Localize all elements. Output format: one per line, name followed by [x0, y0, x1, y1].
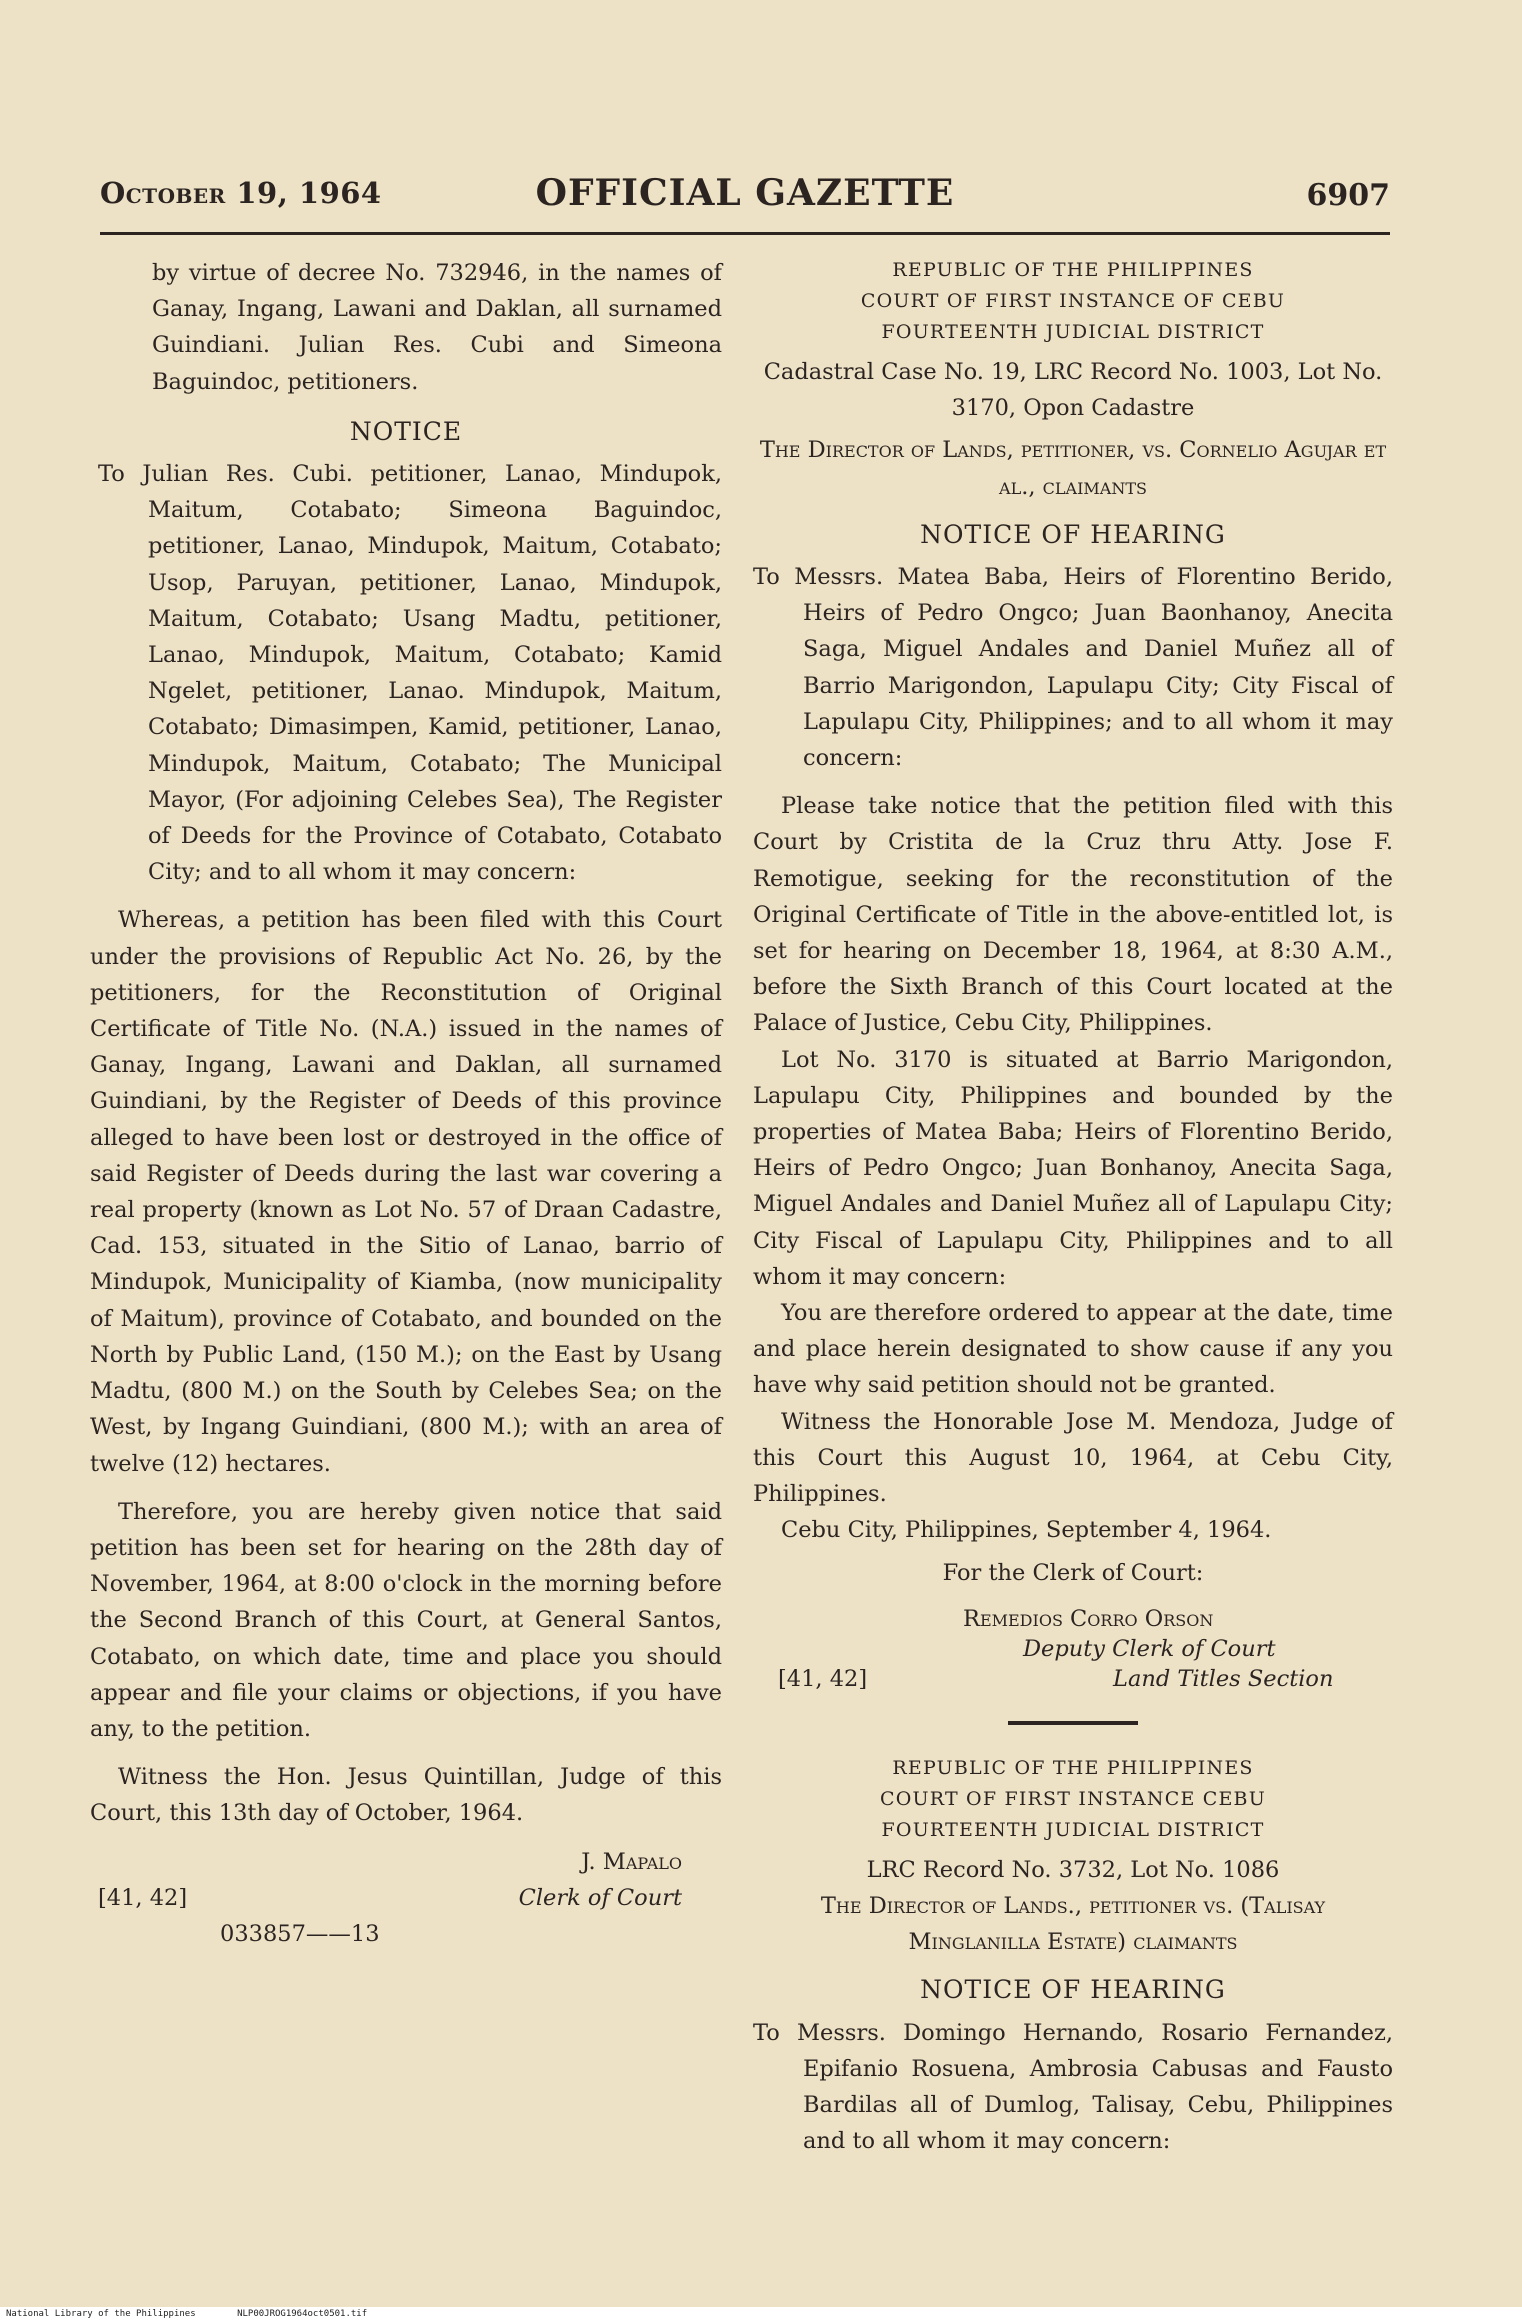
- petition-paragraph: Please take notice that the petition filed with this Court by Cristita de la Cruz thru Atty. Jose F. Remotigue, seeking for the reconstitution of the Original Certificate of Title in the above-entitled lot, is set for hearing on December 18, 1964, at 8:30 A.M., before the Sixth Branch of this Court located at the Palace of Justice, Cebu City, Philippines.: [753, 793, 1393, 1037]
- notice-title: NOTICE: [349, 416, 463, 446]
- court-line-2: COURT OF FIRST INSTANCE CEBU: [880, 1787, 1266, 1810]
- date-paragraph: Cebu City, Philippines, September 4, 1964.: [781, 1517, 1272, 1544]
- order-paragraph: You are therefore ordered to appear at the date, time and place herein designated to show cause if any you have why said petition should not be granted.: [753, 1300, 1393, 1399]
- issue-reference: [41, 42]: [98, 1884, 188, 1911]
- lot-paragraph: Lot No. 3170 is situated at Barrio Marigondon, Lapulapu City, Philippines and bounded by the properties of Matea Baba; Heirs of Florentino Berido, Heirs of Pedro Ongco; Juan Bonhanoy, Anecita Saga, Miguel Andales and Daniel Muñez all of Lapulapu City; City Fiscal of Lapulapu City, Philippines and to all whom it may concern:: [753, 1046, 1393, 1290]
- addressees-paragraph: To Messrs. Matea Baba, Heirs of Florentino Berido, Heirs of Pedro Ongco; Juan Baonhanoy, Anecita Saga, Miguel Andales and Daniel Muñez all of Barrio Marigondon, Lapulapu City; City Fiscal of Lapulapu City, Philippines; and to all whom it may concern:: [753, 564, 1393, 772]
- court-line-3: FOURTEENTH JUDICIAL DISTRICT: [881, 321, 1265, 343]
- case-line: LRC Record No. 3732, Lot No. 1086: [866, 1856, 1280, 1883]
- court-line-3: FOURTEENTH JUDICIAL DISTRICT: [881, 1818, 1265, 1841]
- whereas-paragraph: Whereas, a petition has been filed with this Court under the provisions of Republic Act No. 26, by the petitioners, for the Reconstitution of Original Certificate of Title No. (N.A.) issued in the names of Ganay, Ingang, Lawani and Daklan, all surnamed Guindiani, by the Register of Deeds of this province alleged to have been lost or destroyed in the office of said Register of Deeds during the last war covering a real property (known as Lot No. 57 of Draan Cadastre, Cad. 153, situated in the Sitio of Lanao, barrio of Mindupok, Municipality of Kiamba, (now municipality of Maitum), province of Cotabato, and bounded on the North by Public Land, (150 M.); on the East by Usang Madtu, (800 M.) on the South by Celebes Sea; on the West, by Ingang Guindiani, (800 M.); with an area of twelve (12) hectares.: [90, 907, 722, 1477]
- witness-paragraph: Witness the Hon. Jesus Quintillan, Judge of this Court, this 13th day of October, 1964.: [90, 1764, 722, 1827]
- court-line-1: REPUBLIC OF THE PHILIPPINES: [892, 1756, 1254, 1779]
- right-signature-block: [753, 1601, 1393, 1692]
- signer-name: J. Mapalo: [581, 1848, 682, 1875]
- header-rule: [100, 232, 1390, 235]
- case-line: Cadastral Case No. 19, LRC Record No. 1003, Lot No. 3170, Opon Cadastre: [763, 359, 1383, 422]
- section-divider: [1008, 1721, 1138, 1725]
- print-code: 033857——13: [220, 1920, 380, 1947]
- file-name: NLP00JROG1964oct0501.tif: [237, 2309, 368, 2319]
- parties-line: The Director of Lands, petitioner, vs. Cornelio Agujar et al., claimants: [759, 437, 1387, 500]
- signer-section: Land Titles Section: [1113, 1665, 1334, 1692]
- issue-date: October 19, 1964: [100, 176, 382, 210]
- library-name: National Library of the Philippines: [6, 2309, 196, 2319]
- issue-reference: [41, 42]: [778, 1665, 868, 1692]
- signer-name: Remedios Corro Orson: [963, 1605, 1214, 1632]
- page-number: 6907: [1306, 178, 1390, 213]
- left-column: [90, 255, 722, 1954]
- addressees-paragraph: To Messrs. Domingo Hernando, Rosario Fernandez, Epifanio Rosuena, Ambrosia Cabusas and Fausto Bardilas all of Dumlog, Talisay, Cebu, Philippines and to all whom it may concern:: [753, 2019, 1393, 2155]
- witness-paragraph: Witness the Honorable Jose M. Mendoza, Judge of this Court this August 10, 1964, at Cebu City, Philippines.: [753, 1408, 1393, 1508]
- intro-paragraph: by virtue of decree No. 732946, in the names of Ganay, Ingang, Lawani and Daklan, all surnamed Guindiani. Julian Res. Cubi and Simeona Baguindoc, petitioners.: [152, 260, 722, 395]
- publication-title: OFFICIAL GAZETTE: [535, 172, 955, 214]
- parties-line: The Director of Lands., petitioner vs. (Talisay Minglanilla Estate) claimants: [820, 1892, 1326, 1956]
- therefore-paragraph: Therefore, you are hereby given notice that said petition has been set for hearing on the 28th day of November, 1964, at 8:00 o'clock in the morning before the Second Branch of this Court, at General Santos, Cotabato, on which date, time and place you should appear and file your claims or objections, if you have any, to the petition.: [90, 1498, 722, 1742]
- notice-of-hearing-title: NOTICE OF HEARING: [920, 519, 1226, 549]
- right-column: [753, 255, 1393, 2159]
- court-line-2: COURT OF FIRST INSTANCE OF CEBU: [860, 290, 1286, 312]
- left-signature-block: [90, 1844, 722, 1954]
- signer-title: Deputy Clerk of Court: [1023, 1635, 1276, 1662]
- scan-footer: [0, 2307, 1522, 2321]
- for-clerk-line: For the Clerk of Court:: [942, 1559, 1204, 1586]
- notice-of-hearing-title: NOTICE OF HEARING: [920, 1975, 1226, 2005]
- addressees-paragraph: To Julian Res. Cubi. petitioner, Lanao, Mindupok, Maitum, Cotabato; Simeona Baguindoc, petitioner, Lanao, Mindupok, Maitum, Cotabato; Usop, Paruyan, petitioner, Lanao, Mindupok, Maitum, Cotabato; Usang Madtu, petitioner, Lanao, Mindupok, Maitum, Cotabato; Kamid Ngelet, petitioner, Lanao. Mindupok, Maitum, Cotabato; Dimasimpen, Kamid, petitioner, Lanao, Mindupok, Maitum, Cotabato; The Municipal Mayor, (For adjoining Celebes Sea), The Register of Deeds for the Province of Cotabato, Cotabato City; and to all whom it may concern:: [98, 461, 722, 886]
- page-header: [100, 172, 1390, 222]
- signer-title: Clerk of Court: [518, 1884, 682, 1911]
- court-line-1: REPUBLIC OF THE PHILIPPINES: [892, 259, 1254, 281]
